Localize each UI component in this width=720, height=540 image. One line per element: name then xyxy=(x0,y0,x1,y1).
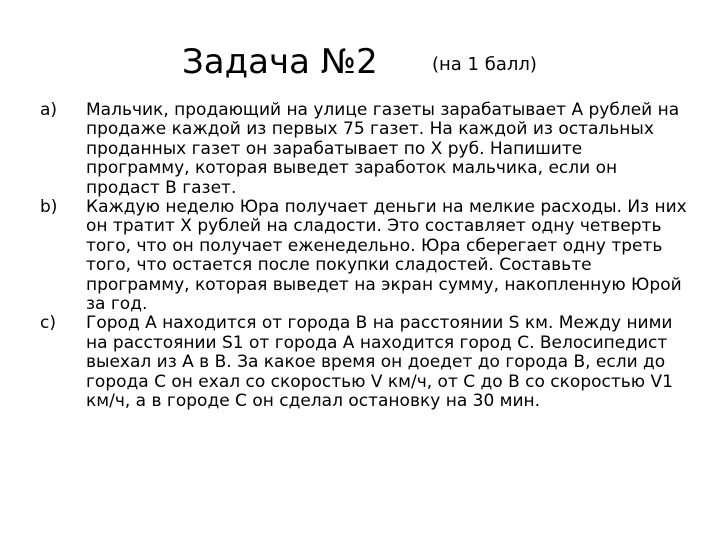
task-item-b xyxy=(40,198,706,314)
task-line: того, что остается после покупки сладостей. Составьте xyxy=(86,255,592,276)
task-line: проданных газет он зарабатывает по Х руб. Напишите xyxy=(86,138,583,159)
task-line: продаже каждой из первых 75 газет. На каждой из остальных xyxy=(86,119,654,140)
task-line: км/ч, а в городе С он сделал остановку на 30 мин. xyxy=(86,391,541,412)
task-marker: b) xyxy=(40,197,58,218)
task-list xyxy=(40,101,706,412)
task-item-c xyxy=(40,314,706,411)
task-line: программу, которая выведет на экран сумму, накопленную Юрой xyxy=(86,274,682,295)
task-line: программу, которая выведет заработок мальчика, если он xyxy=(86,158,618,179)
task-marker: c) xyxy=(40,313,56,334)
task-line: города С он ехал со скоростью V км/ч, от С до В со скоростью V1 xyxy=(86,371,673,392)
task-line: Город А находится от города В на расстоянии S км. Между ними xyxy=(86,313,673,334)
task-item-a xyxy=(40,101,706,198)
task-line: Мальчик, продающий на улице газеты зарабатывает А рублей на xyxy=(86,100,680,120)
title-points-note: (на 1 балл) xyxy=(432,54,537,75)
task-line: Каждую неделю Юра получает деньги на мелкие расходы. Из них xyxy=(86,197,687,218)
task-marker: a) xyxy=(40,100,58,120)
task-line: продаст В газет. xyxy=(86,177,237,198)
slide-title: Задача №2 xyxy=(182,42,378,82)
task-line: выехал из А в В. За какое время он доедет до города В, если до xyxy=(86,352,666,373)
title-row xyxy=(0,38,720,88)
task-line: за год. xyxy=(86,294,148,315)
task-line: он тратит Х рублей на сладости. Это составляет одну четверть xyxy=(86,216,662,237)
task-line: того, что он получает еженедельно. Юра сберегает одну треть xyxy=(86,235,663,256)
task-line: на расстоянии S1 от города А находится город С. Велосипедист xyxy=(86,332,668,353)
